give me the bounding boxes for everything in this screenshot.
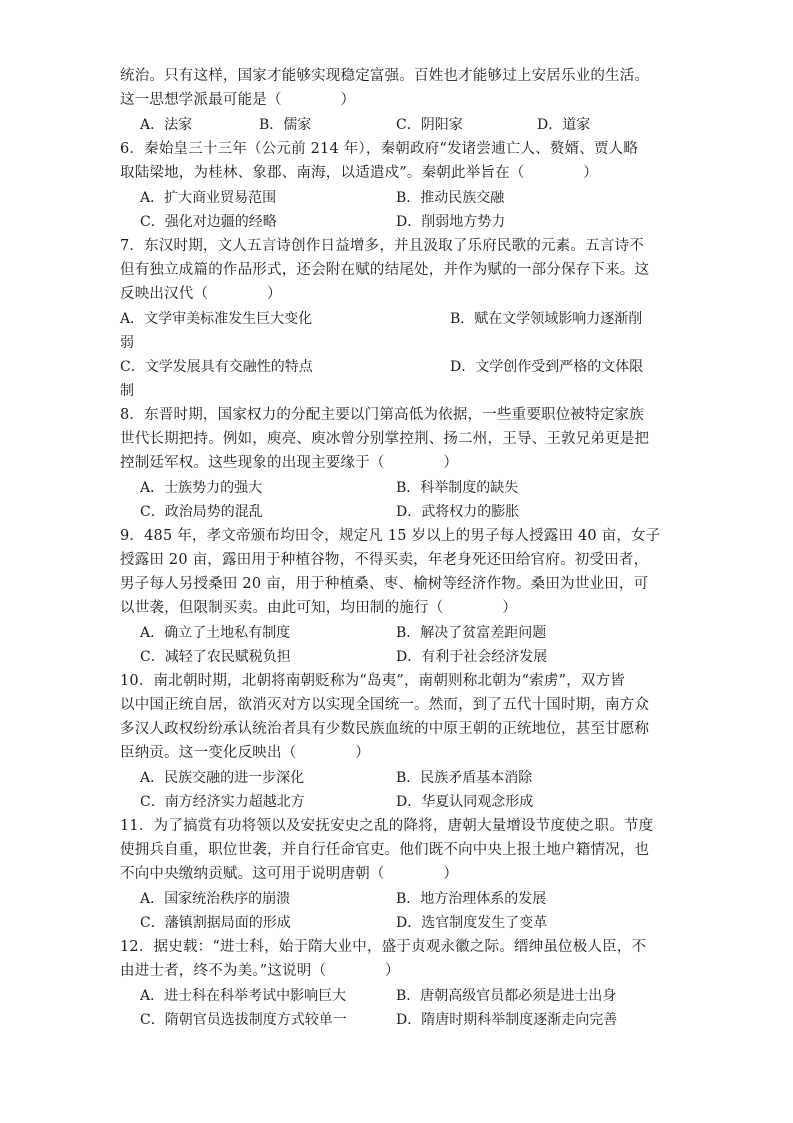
q8-stem-line-3: 控制廷军权。这些现象的出现主要缘于（ ） — [120, 455, 459, 471]
q12-stem-line-2: 由进士者，终不为美。”这说明（ ） — [120, 963, 400, 979]
q9-stem-line-4: 以世袭，但限制买卖。由此可知，均田制的施行（ ） — [120, 600, 517, 616]
q7-option-c[interactable]: C．文学发展具有交融性的特点 — [120, 359, 313, 375]
q12-stem-line-1: 12．据史载：“进士科，始于隋大业中，盛于贞观永徽之际。缙绅虽位极人臣，不 — [120, 939, 647, 955]
q12-option-a[interactable]: A．进士科在科举考试中影响巨大 — [140, 988, 347, 1004]
q11-option-b[interactable]: B．地方治理体系的发展 — [396, 891, 547, 907]
q11-option-d[interactable]: D．选官制度发生了变革 — [396, 915, 548, 931]
q10-option-d[interactable]: D．华夏认同观念形成 — [396, 794, 534, 810]
q12-option-b[interactable]: B．唐朝高级官员都必须是进士出身 — [396, 988, 617, 1004]
q12-option-d[interactable]: D．隋唐时期科举制度逐渐走向完善 — [396, 1012, 618, 1028]
q9-option-c[interactable]: C．减轻了农民赋税负担 — [140, 649, 291, 665]
q11-stem-line-3: 不向中央缴纳贡赋。这可用于说明唐朝（ ） — [120, 866, 459, 882]
q10-stem-line-4: 臣纳贡。这一变化反映出（ ） — [120, 745, 370, 761]
q5-stem-line-2: 这一思想学派最可能是（ ） — [120, 92, 356, 108]
q9-stem-line-3: 男子每人另授桑田 20 亩，用于种植桑、枣、榆树等经济作物。桑田为世业田，可 — [120, 576, 649, 592]
q6-stem-line-1: 6．秦始皇三十三年（公元前 214 年），秦朝政府“发诸尝逋亡人、赘婿、贾人略 — [120, 141, 639, 157]
q10-stem-line-1: 10．南北朝时期，北朝将南朝贬称为“岛夷”，南朝则称北朝为“索虏”，双方皆 — [120, 673, 625, 689]
q8-option-b[interactable]: B．科举制度的缺失 — [396, 480, 519, 496]
q11-stem-line-2: 使拥兵自重，职位世袭，并自行任命官吏。他们既不向中央上报土地户籍情况，也 — [120, 842, 650, 858]
q7-stem-line-1: 7．东汉时期，文人五言诗创作日益增多，并且汲取了乐府民歌的元素。五言诗不 — [120, 238, 644, 254]
q9-option-a[interactable]: A．确立了土地私有制度 — [140, 625, 291, 641]
q7-option-b-wrap: 弱 — [120, 335, 134, 351]
q5-option-c[interactable]: C．阴阳家 — [396, 117, 463, 133]
q10-option-a[interactable]: A．民族交融的进一步深化 — [140, 770, 305, 786]
q5-option-a[interactable]: A．法家 — [140, 117, 193, 133]
q10-stem-line-2: 以中国正统自居，欲消灭对方以实现全国统一。然而，到了五代十国时期，南方众 — [120, 697, 650, 713]
q7-option-d[interactable]: D．文学创作受到严格的文体限 — [450, 359, 644, 375]
q8-option-c[interactable]: C．政治局势的混乱 — [140, 504, 263, 520]
q7-option-a[interactable]: A．文学审美标准发生巨大变化 — [120, 311, 313, 327]
q6-option-d[interactable]: D．削弱地方势力 — [396, 214, 506, 230]
q5-stem-line-1: 统治。只有这样，国家才能够实现稳定富强。百姓也才能够过上安居乐业的生活。 — [120, 68, 650, 84]
q5-option-d[interactable]: D．道家 — [537, 117, 591, 133]
q11-stem-line-1: 11．为了搞赏有功将领以及安抚安史之乱的降将，唐朝大量增设节度使之职。节度 — [120, 818, 654, 834]
q10-stem-line-3: 多汉人政权纷纷承认统治者具有少数民族血统的中原王朝的正统地位，甚至甘愿称 — [120, 721, 650, 737]
q9-stem-line-1: 9．485 年，孝文帝颁布均田令，规定凡 15 岁以上的男子每人授露田 40 亩，女子 — [120, 528, 661, 544]
q7-option-d-wrap: 制 — [120, 383, 134, 399]
q7-option-b[interactable]: B．赋在文学领域影响力逐渐削 — [450, 311, 643, 327]
q8-option-a[interactable]: A．士族势力的强大 — [140, 480, 263, 496]
q12-option-c[interactable]: C．隋朝官员选拔制度方式较单一 — [140, 1012, 347, 1028]
q10-option-b[interactable]: B．民族矛盾基本消除 — [396, 770, 533, 786]
q8-stem-line-2: 世代长期把持。例如，庾亮、庾冰曾分别掌控荆、扬二州，王导、王敦兄弟更是把 — [120, 431, 650, 447]
q9-option-d[interactable]: D．有利于社会经济发展 — [396, 649, 548, 665]
q10-option-c[interactable]: C．南方经济实力超越北方 — [140, 794, 305, 810]
q8-option-d[interactable]: D．武将权力的膨胀 — [396, 504, 520, 520]
q6-option-c[interactable]: C．强化对边疆的经略 — [140, 214, 277, 230]
q5-option-b[interactable]: B．儒家 — [259, 117, 312, 133]
q8-stem-line-1: 8．东晋时期，国家权力的分配主要以门第高低为依据，一些重要职位被特定家族 — [120, 407, 644, 423]
q9-option-b[interactable]: B．解决了贫富差距问题 — [396, 625, 547, 641]
q9-stem-line-2: 授露田 20 亩，露田用于种植谷物，不得买卖，年老身死还田给官府。初受田者， — [120, 552, 649, 568]
q11-option-c[interactable]: C．藩镇割据局面的形成 — [140, 915, 291, 931]
q7-stem-line-2: 但有独立成篇的作品形式，还会附在赋的结尾处，并作为赋的一部分保存下来。这 — [120, 262, 650, 278]
q7-stem-line-3: 反映出汉代（ ） — [120, 286, 282, 302]
q6-option-a[interactable]: A．扩大商业贸易范围 — [140, 190, 277, 206]
q6-option-b[interactable]: B．推动民族交融 — [396, 190, 505, 206]
q11-option-a[interactable]: A．国家统治秩序的崩溃 — [140, 891, 291, 907]
q6-stem-line-2: 取陆梁地，为桂林、象郡、南海，以适遣戍”。秦朝此举旨在（ ） — [120, 165, 599, 181]
